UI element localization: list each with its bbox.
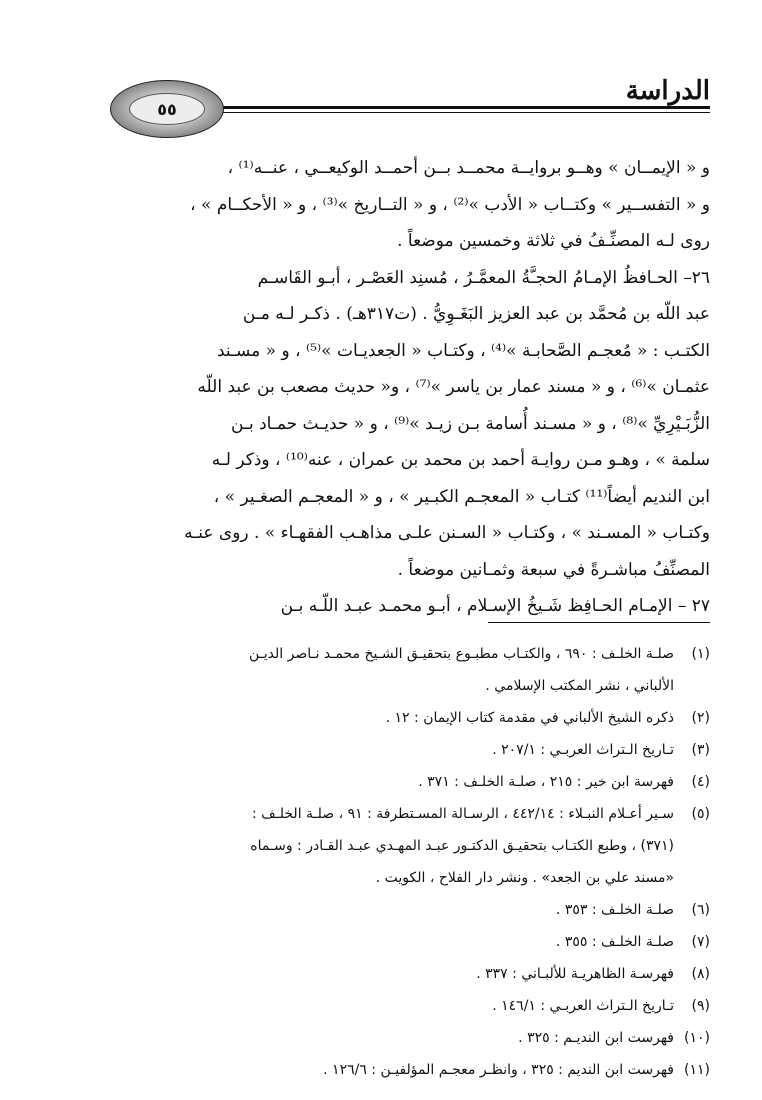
footnote-text: سـير أعـلام النبـلاء : ٤٤٢/١٤ ، الرسـالة المسـتطرفة : ٩١ ، صلـة الخلـف : (٣٧١) ، وطبع الكتـاب بتحقيـق الدكتـور عبـد المهـدي عبـد القـادر : وسـماه «مسند علي بن الجعد» . ونشر دار الفلاح ، الكويت . xyxy=(250,806,674,886)
footnote-number: (٧) xyxy=(691,934,710,950)
footnote-number: (١٠) xyxy=(684,1030,710,1046)
text-line: الكتـب : « مُعجـم الصَّحابـة »⁽⁴⁾ ، وكتـاب « الجعديـات »⁽⁵⁾ ، و « مسـند xyxy=(216,340,710,361)
page-number-badge xyxy=(110,80,224,138)
paragraph-2 xyxy=(122,260,710,589)
footnote-number: (١١) xyxy=(684,1062,710,1078)
section-title: الدراسة xyxy=(625,76,710,106)
text-line: وكتـاب « المسـند » ، وكتـاب « السـنن علـى مذاهـب الفقهـاء » . روى عنـه xyxy=(184,523,710,543)
running-header xyxy=(100,78,710,148)
text-line: عبد اللّه بن مُحمَّد بن عبد العزيز البَغَـوِيُّ . (ت٣١٧هـ) . ذكـر لـه مـن xyxy=(242,304,710,324)
paragraph-1 xyxy=(122,150,710,260)
text-line: المصنِّفُ مباشـرةً في سبعة وثمـانين موضعاً . xyxy=(397,559,710,580)
text-line: ٢٧ – الإمـام الحـافِظ شَـيخُ الإسـلام ، أبـو محمـد عبـد اللّـه بـن xyxy=(280,596,710,616)
header-rule xyxy=(140,106,710,109)
footnote-text: صلـة الخلـف : ٣٥٥ . xyxy=(555,934,674,950)
header-rule-thin xyxy=(140,112,710,113)
footnote-text: فهرست ابن النديم : ٣٢٥ ، وانظـر معجـم المؤلفيـن : ١٢٦/٦ . xyxy=(323,1062,674,1078)
footnote-number: (٣) xyxy=(691,742,710,758)
text-line: روى لـه المصنِّـفُ في ثلاثة وخمسين موضعاً . xyxy=(397,231,710,251)
footnote-number: (٨) xyxy=(691,966,710,982)
footnote-11 xyxy=(122,1054,710,1086)
paragraph-3 xyxy=(122,588,710,625)
footnote-5 xyxy=(122,798,710,894)
footnote-number: (٦) xyxy=(691,902,710,918)
footnote-1 xyxy=(122,638,710,702)
text-line: عثمـان »⁽⁶⁾ ، و « مسند عمار بن ياسر »⁽⁷⁾ ، و« حديث مصعب بن عبد اللّه xyxy=(197,377,710,397)
footnote-4 xyxy=(122,766,710,798)
footnote-text: تـاريخ الـتراث العربـي : ١٤٦/١ . xyxy=(492,998,674,1014)
text-line: سلمة » ، وهـو مـن روايـة أحمد بن محمد بن عمران ، عنه⁽¹⁰⁾ ، وذكر لـه xyxy=(211,450,710,470)
footnote-10 xyxy=(122,1022,710,1054)
text-line: و « التفســير » وكتــاب « الأدب »⁽²⁾ ، و « التــاريخ »⁽³⁾ ، و « الأحكــام » ، xyxy=(190,194,710,215)
footnote-9 xyxy=(122,990,710,1022)
footnote-6 xyxy=(122,894,710,926)
footnote-text: فهرسـة الظاهريـة للألبـاني : ٣٣٧ . xyxy=(476,966,674,982)
page-number: ٥٥ xyxy=(129,93,205,125)
footnotes xyxy=(122,638,710,1086)
footnote-number: (٩) xyxy=(691,998,710,1014)
footnote-text: صلـة الخلـف : ٣٥٣ . xyxy=(555,902,674,918)
footnote-3 xyxy=(122,734,710,766)
text-line: ابن النديم أيضاً⁽¹¹⁾ كتـاب « المعجـم الكبـير » ، و « المعجـم الصغـير » ، xyxy=(213,486,710,507)
text-line: الزُّبَـيْرِيِّ »⁽⁸⁾ ، و « مسـند أُسامة بـن زيـد »⁽⁹⁾ ، و « حديـث حمـاد بـن xyxy=(231,413,710,434)
footnote-2 xyxy=(122,702,710,734)
footnote-text: فهرسة ابن خير : ٢١٥ ، صلـة الخلـف : ٣٧١ . xyxy=(418,774,674,790)
footnote-8 xyxy=(122,958,710,990)
text-line: ٢٦– الحـافظُ الإمـامُ الحجـَّةُ المعمَّـرُ ، مُسنِد العَصْـر ، أبـو القَاسـم xyxy=(257,267,710,288)
footnote-text: صلـة الخلـف : ٦٩٠ ، والكتـاب مطبـوع بتحقيـق الشـيخ محمـد نـاصر الديـن الألباني ، نشر المكتب الإسلامي . xyxy=(249,646,674,694)
footnote-7 xyxy=(122,926,710,958)
footnote-text: فهرست ابن النديـم : ٣٢٥ . xyxy=(518,1030,674,1046)
footnote-number: (٤) xyxy=(691,774,710,790)
main-text xyxy=(122,150,710,625)
footnote-text: ذكره الشيخ الألباني في مقدمة كتاب الإيمان : ١٢ . xyxy=(385,710,674,726)
text-line: و « الإيمــان » وهــو بروايــة محمــد بــن أحمــد الوكيعــي ، عنــه⁽¹⁾ ، xyxy=(227,158,710,178)
footnote-number: (٢) xyxy=(691,710,710,726)
footnote-number: (١) xyxy=(691,646,710,662)
footnote-divider xyxy=(488,622,710,623)
footnote-number: (٥) xyxy=(691,806,710,822)
footnote-text: تـاريخ الـتراث العربـي : ٢٠٧/١ . xyxy=(492,742,674,758)
